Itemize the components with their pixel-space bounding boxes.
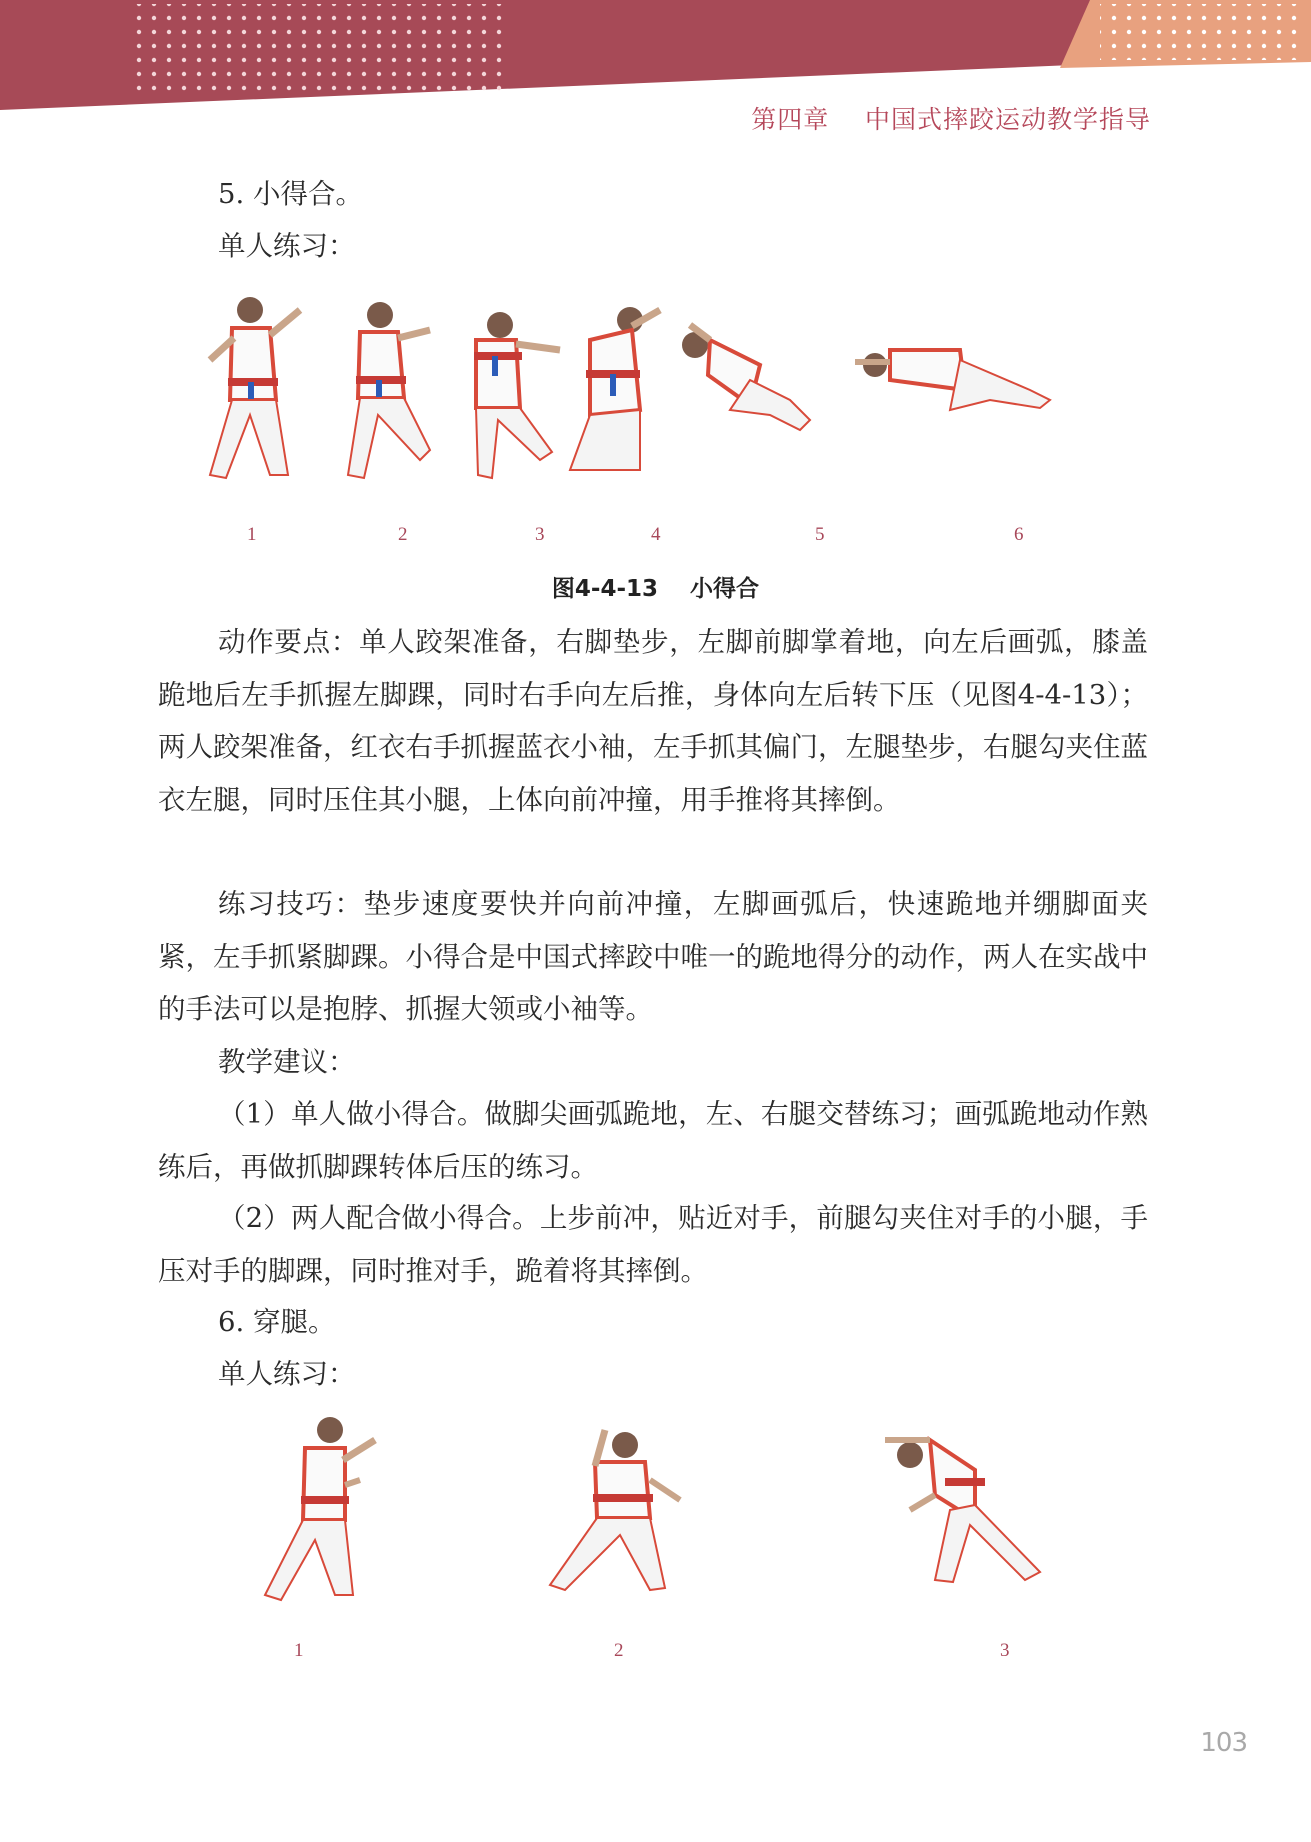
pose-2-image — [348, 302, 430, 478]
teaching-suggestions-title: 教学建议： — [218, 1046, 356, 1078]
fig13-label-2: 2 — [398, 524, 408, 545]
fig13-label-5: 5 — [815, 524, 825, 545]
pose-4-image — [570, 307, 660, 470]
fig13-label-3: 3 — [535, 524, 545, 545]
figure-4-4-13-sequence — [170, 290, 1140, 500]
section-5-practice-label: 单人练习： — [218, 230, 356, 262]
pose-1-image — [210, 297, 300, 478]
fig13-label-4: 4 — [651, 524, 661, 545]
teaching-item-2: （2）两人配合做小得合。上步前冲，贴近对手，前腿勾夹住对手的小腿，手压对手的脚踝，同时推对手，跪着将其摔倒。 — [158, 1202, 1148, 1287]
pose-2-image — [550, 1430, 680, 1590]
section-5-title: 5. 小得合。 — [218, 178, 363, 210]
page-number: 103 — [1200, 1728, 1247, 1758]
section-6-title: 6. 穿腿。 — [218, 1306, 336, 1338]
pose-1-image — [265, 1417, 375, 1600]
fig14-label-3: 3 — [1000, 1640, 1010, 1661]
figure-4-4-13-caption: 图4-4-13 小得合 — [551, 576, 760, 602]
pose-3-image — [474, 312, 560, 478]
teaching-item-1: （1）单人做小得合。做脚尖画弧跪地，左、右腿交替练习；画弧跪地动作熟练后，再做抓脚踝转体后压的练习。 — [158, 1098, 1148, 1183]
paragraph-action-points: 动作要点：单人跤架准备，右脚垫步，左脚前脚掌着地，向左后画弧，膝盖跪地后左手抓握左脚踝，同时右手向左后推，身体向左后转下压（见图4-4-13）；两人跤架准备，红衣右手抓握蓝衣小袖，左手抓其偏门，左腿垫步，右腿勾夹住蓝衣左腿，同时压住其小腿，上体向前冲撞，用手推将其摔倒。 — [158, 626, 1148, 816]
fig14-label-1: 1 — [294, 1640, 304, 1661]
figure-4-4-14-sequence — [220, 1410, 1100, 1610]
fig13-label-1: 1 — [247, 524, 257, 545]
pose-3-image — [885, 1440, 1040, 1582]
chapter-title: 第四章 中国式摔跤运动教学指导 — [751, 105, 1151, 134]
fig14-label-2: 2 — [614, 1640, 624, 1661]
pose-6-image — [855, 350, 1050, 410]
paragraph-practice-tips: 练习技巧：垫步速度要快并向前冲撞，左脚画弧后，快速跪地并绷脚面夹紧，左手抓紧脚踝。小得合是中国式摔跤中唯一的跪地得分的动作，两人在实战中的手法可以是抱脖、抓握大领或小袖等。 — [158, 888, 1148, 1025]
pose-5-image — [682, 325, 810, 430]
fig13-label-6: 6 — [1014, 524, 1024, 545]
section-6-practice-label: 单人练习： — [218, 1358, 356, 1390]
